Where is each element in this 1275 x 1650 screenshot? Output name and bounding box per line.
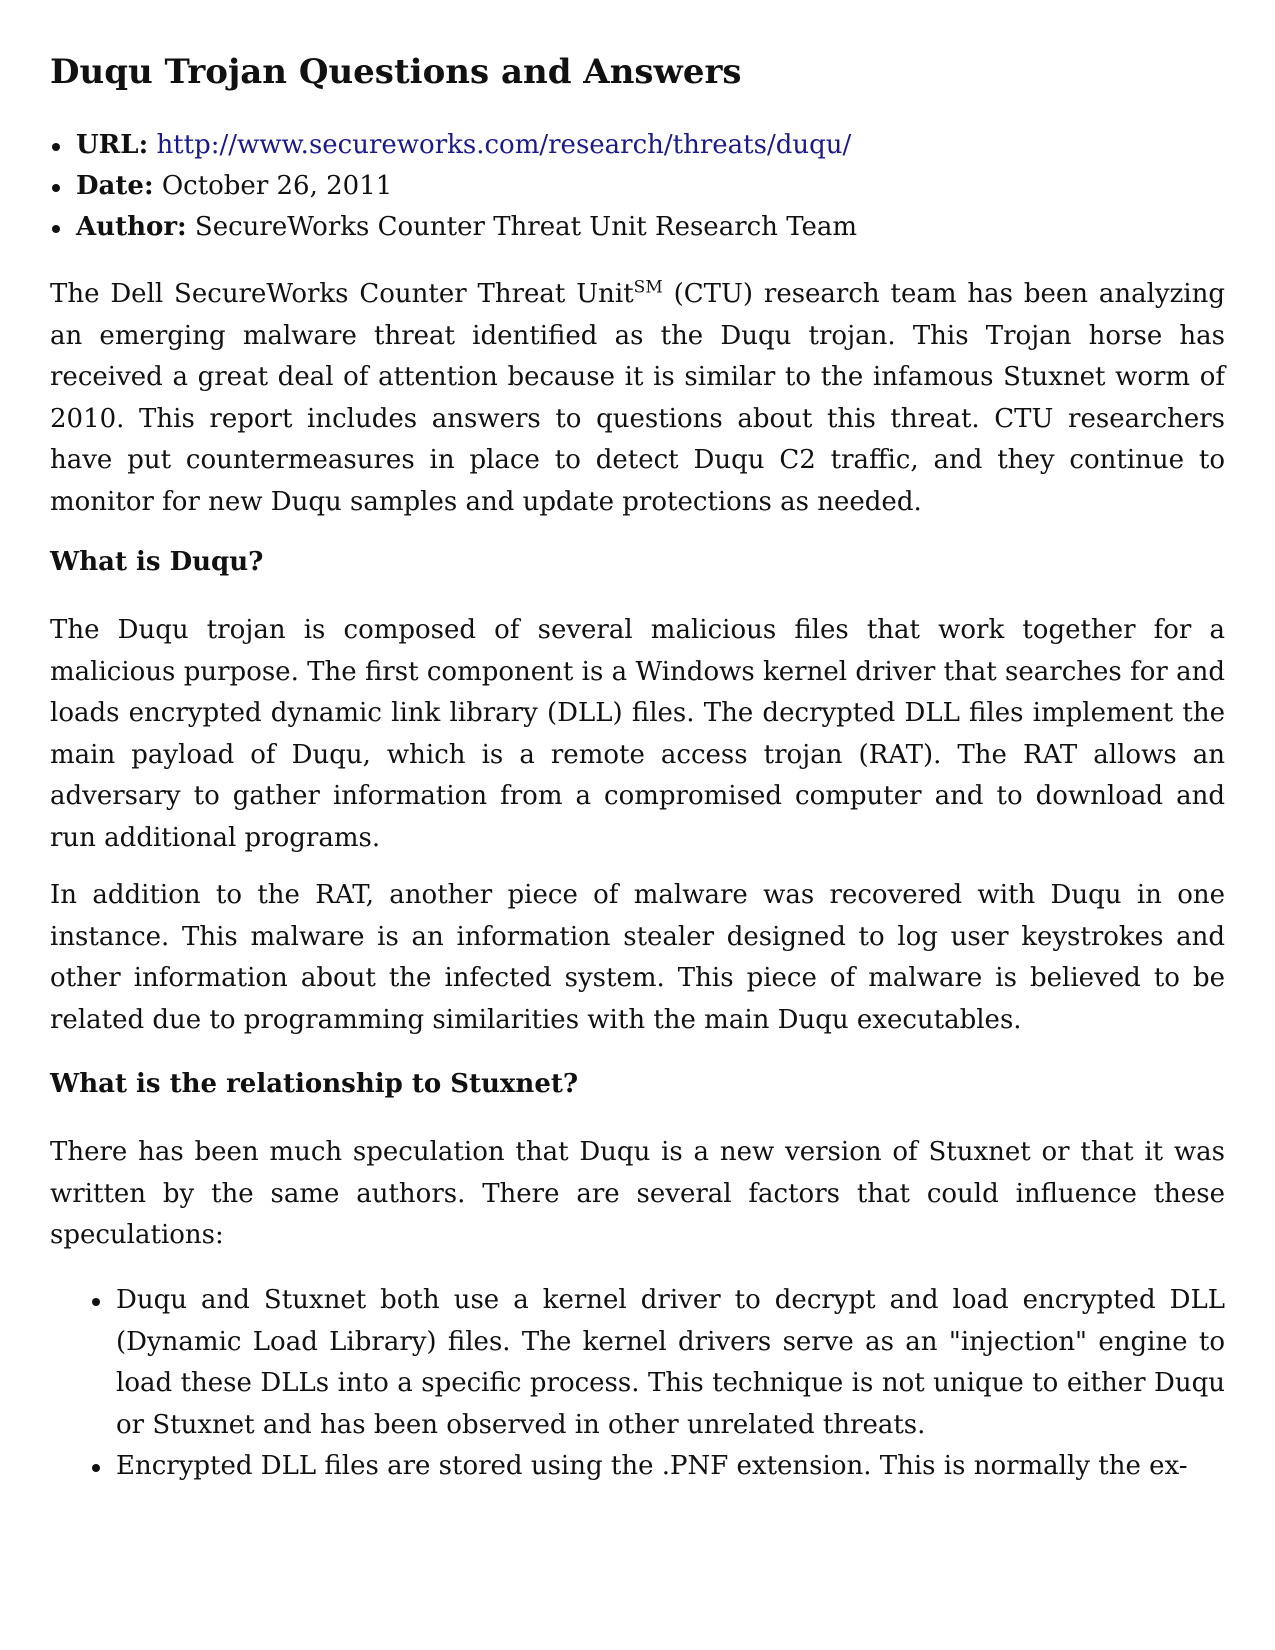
- author-label: Author:: [76, 212, 187, 242]
- url-item: [50, 125, 1225, 166]
- date-label: Date:: [76, 171, 154, 201]
- paragraph-info-stealer: In addition to the RAT, another piece of malware was recovered with Duqu in one instance. This malware is an information stealer designed to log user keystrokes and other information about the infected system. This piece of malware is believed to be related due to programming similarities with the main Duqu executables.: [50, 880, 1225, 1035]
- author-item: [50, 207, 1225, 248]
- url-link[interactable]: http://www.secureworks.com/research/threats/duqu/: [156, 130, 852, 160]
- list-item: Duqu and Stuxnet both use a kernel driver to decrypt and load encrypted DLL (Dynamic Load Library) files. The kernel drivers serve as an "injection" engine to load these DLLs into a specific process. This technique is not unique to either Duqu or Stuxnet and has been observed in other unrelated threats.: [92, 1280, 1225, 1446]
- page-title: Duqu Trojan Questions and Answers: [50, 52, 742, 92]
- intro-paragraph: [50, 274, 1225, 523]
- list-item: Encrypted DLL files are stored using the .PNF extension. This is normally the ex-: [92, 1446, 1225, 1488]
- paragraph-duqu-components: The Duqu trojan is composed of several malicious files that work together for a malicious purpose. The first component is a Windows kernel driver that searches for and loads encrypted dynamic link library (DLL) files. The decrypted DLL files implement the main payload of Duqu, which is a remote access trojan (RAT). The RAT allows an adversary to gather information from a compromised computer and to download and run additional programs.: [50, 615, 1225, 853]
- metadata-list: [50, 125, 1225, 248]
- intro-text-start: The Dell SecureWorks Counter Threat Unit: [50, 279, 634, 309]
- service-mark: SM: [633, 277, 663, 298]
- paragraph-speculation: There has been much speculation that Duqu is a new version of Stuxnet or that it was written by the same authors. There are several factors that could influence these speculations:: [50, 1137, 1225, 1250]
- author-value: SecureWorks Counter Threat Unit Research Team: [194, 212, 858, 242]
- factors-list: [92, 1280, 1225, 1488]
- section-heading-stuxnet-relationship: What is the relationship to Stuxnet?: [50, 1069, 579, 1099]
- section-heading-what-is-duqu: What is Duqu?: [50, 547, 264, 577]
- intro-text-end: (CTU) research team has been analyzing an emerging malware threat identified as the Duqu trojan. This Trojan horse has received a great deal of attention because it is similar to the infamous Stuxnet worm of 2010. This report includes answers to questions about this threat. CTU researchers have put countermeasures in place to detect Duqu C2 traffic, and they continue to monitor for new Duqu samples and update protections as needed.: [50, 279, 1225, 517]
- url-label: URL:: [76, 130, 149, 160]
- date-value: October 26, 2011: [161, 171, 393, 201]
- date-item: [50, 166, 1225, 207]
